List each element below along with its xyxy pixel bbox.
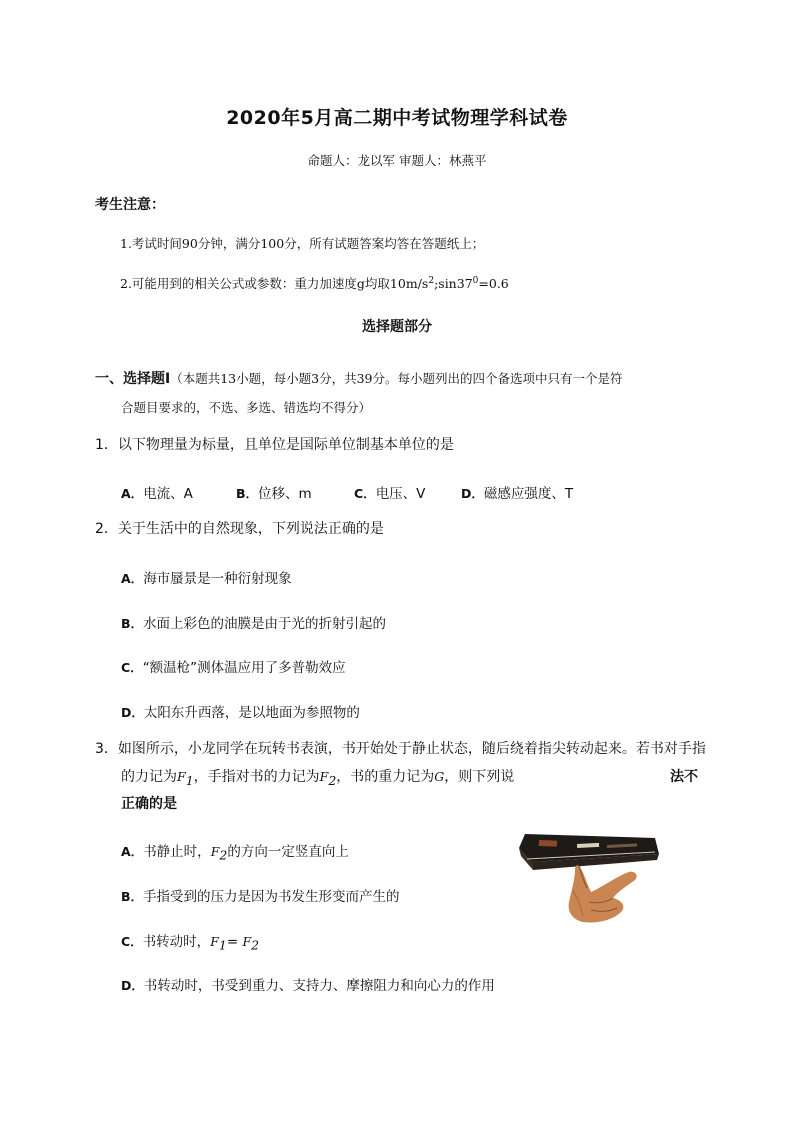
part-instructions: （本题共13小题，每小题3分，共39分。每小题列出的四个备选项中只有一个是符	[170, 371, 623, 386]
question-3-option-a: A．书静止时，$F_2$的方向一定竖直向上	[121, 844, 349, 863]
question-1-option-d: D．磁感应强度、T	[461, 486, 574, 502]
notice-item-1: 1.考试时间90分钟，满分100分，所有试题答案均答在答题纸上；	[120, 236, 485, 251]
question-3-option-b: B．手指受到的压力是因为书发生形变而产生的	[121, 889, 400, 905]
book-on-finger-icon	[517, 826, 660, 926]
question-3-stem-line-2: 的力记为$F_1$，手指对书的力记为$F_2$，书的重力记为G，则下列说	[121, 769, 515, 788]
question-1-stem: 1．以下物理量为标量，且单位是国际单位制基本单位的是	[95, 437, 454, 453]
question-2-option-a: A．海市蜃景是一种衍射现象	[121, 571, 292, 587]
question-2-stem: 2．关于生活中的自然现象，下列说法正确的是	[95, 521, 384, 537]
question-3-stem-line-2-end: 法不	[670, 769, 698, 785]
authors-line: 命题人：龙以军 审题人：林燕平	[307, 153, 487, 168]
question-3-option-d: D．书转动时，书受到重力、支持力、摩擦阻力和向心力的作用	[121, 978, 495, 994]
question-1-option-a: A．电流、A	[121, 486, 193, 502]
question-1-option-c: C．电压、V	[354, 486, 426, 502]
part-label: 一、选择题Ⅰ	[95, 371, 171, 387]
question-3-stem-line-3: 正确的是	[121, 796, 177, 812]
notice-item-2: 2.可能用到的相关公式或参数：重力加速度g均取$10m/s^2;\sin 37^0=0.6$	[120, 275, 509, 291]
page-title: 2020年5月高二期中考试物理学科试卷	[226, 107, 568, 129]
notice-heading: 考生注意：	[95, 197, 165, 213]
question-2-option-b: B．水面上彩色的油膜是由于光的折射引起的	[121, 616, 387, 632]
question-2-option-c: C．“额温枪”测体温应用了多普勒效应	[121, 660, 346, 676]
question-3-option-c: C．书转动时，$F_1= F_2$	[121, 934, 260, 953]
part-instructions-2: 合题目要求的，不选、多选、错选均不得分）	[121, 400, 372, 415]
part-heading	[95, 368, 623, 388]
question-3-stem-line-1: 3．如图所示，小龙同学在玩转书表演，书开始处于静止状态，随后绕着指尖转动起来。若书对手指	[95, 741, 706, 757]
question-1-option-b: B．位移、m	[236, 486, 312, 502]
section-title: 选择题部分	[362, 319, 432, 335]
book-spinning-illustration	[517, 826, 660, 926]
question-2-option-d: D．太阳东升西落，是以地面为参照物的	[121, 705, 360, 721]
